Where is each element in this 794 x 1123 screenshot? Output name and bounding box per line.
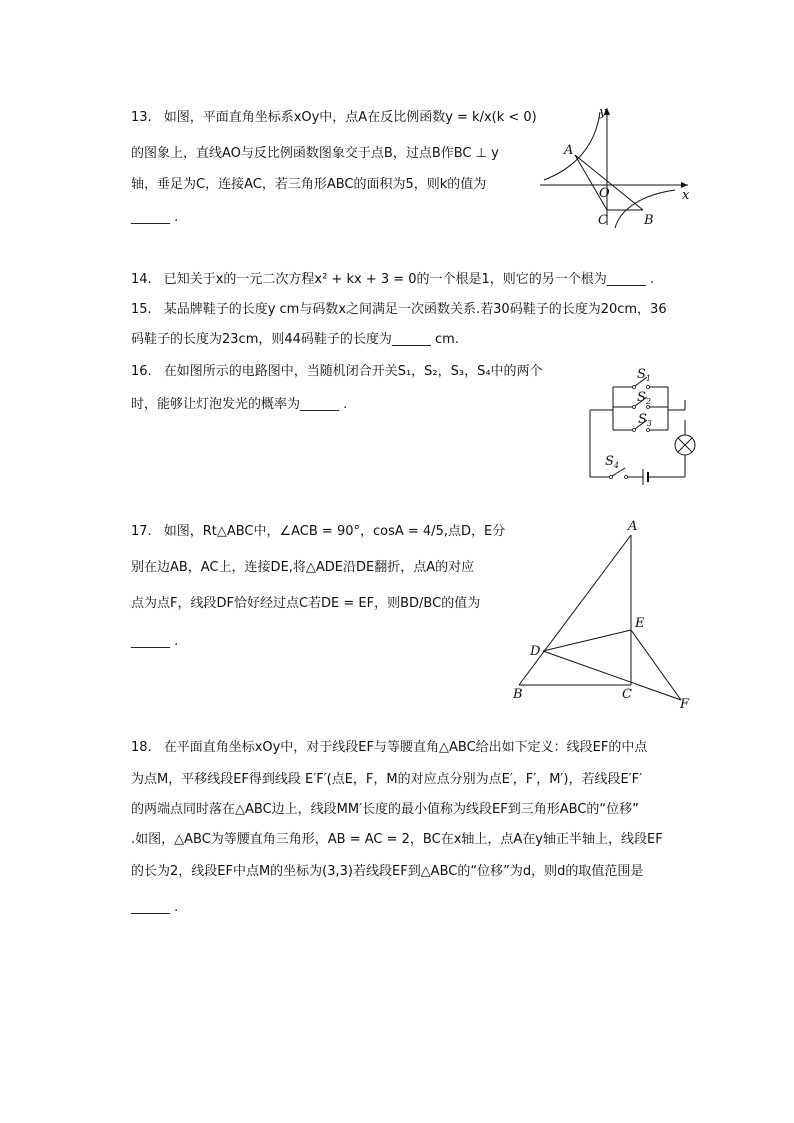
q18-line-4: .如图，△ABC为等腰直角三角形，AB = AC = 2，BC在x轴上，点A在y轴正半轴上，线段EF [131,832,663,847]
q13-line-1 [131,108,537,128]
label-s3: $S_3$ [638,412,652,428]
label-s1: $S_1$ [637,367,651,383]
segment-DF [543,651,681,700]
segment-EF [631,630,681,700]
q17-line-3: 点为点F，线段DF恰好经过点C若DE = EF，则BD/BC的值为 [131,596,481,611]
question-number: 16. [131,364,152,379]
question-14 [131,270,654,290]
q16-line-2: 时，能够让灯泡发光的概率为______ . [131,397,348,412]
q16-text-1: 在如图所示的电路图中，当随机闭合开关S₁，S₂，S₃，S₄中的两个 [163,364,543,379]
question-number: 13. [131,110,152,125]
label-x: x [682,188,690,203]
q16-circuit-figure [585,365,695,483]
q18-line-5: 的长为2，线段EF中点M的坐标为(3,3)若线段EF到△ABC的“位移”为d，则d的取值范围是 [131,864,644,879]
q18-answer-blank: ______ . [131,900,179,915]
q13-text-1: 如图，平面直角坐标系xOy中，点A在反比例函数y = k/x(k < 0) [163,110,537,125]
label-A: A [564,143,574,158]
q17-text-1: 如图，Rt△ABC中，∠ACB = 90°，cosA = 4/5,点D，E分 [163,524,506,539]
q15-line-2: 码鞋子的长度为23cm，则44码鞋子的长度为______ cm. [131,332,459,347]
label-B: B [513,687,523,702]
label-s4: $S_4$ [605,454,619,470]
question-number: 15. [131,302,152,317]
q17-figure [505,515,700,715]
q17-line-1 [131,522,505,542]
q16-line-1 [131,362,543,382]
q18-line-2: 为点M，平移线段EF得到线段 E′F′(点E，F，M的对应点分别为点E′，F′，M′)，若线段E′F′ [131,772,643,787]
question-number: 14. [131,272,152,287]
label-F: F [680,697,690,712]
q18-line-3: 的两端点同时落在△ABC边上，线段MM′长度的最小值称为线段EF到三角形ABC的“位移” [131,802,639,817]
question-number: 17. [131,524,152,539]
q17-answer-blank: ______ . [131,634,179,649]
q13-figure [540,100,695,230]
q13-answer-blank: ______ . [131,210,179,225]
label-C: C [598,213,608,228]
q13-line-2: 的图象上，直线AO与反比例函数图象交于点B，过点B作BC ⊥ y [131,146,499,161]
q13-line-3: 轴，垂足为C，连接AC，若三角形ABC的面积为5，则k的值为 [131,177,487,192]
label-E: E [635,616,645,631]
q18-line-1 [131,738,647,758]
label-D: D [530,644,541,659]
question-number: 18. [131,740,152,755]
q15-text-1: 某品牌鞋子的长度y cm与码数x之间满足一次函数关系.若30码鞋子的长度为20cm，36 [163,302,667,317]
segment-DE [543,630,631,651]
label-B: B [644,213,654,228]
q17-line-2: 别在边AB，AC上，连接DE,将△ADE沿DE翻折，点A的对应 [131,560,475,575]
segment-AC [575,155,607,210]
label-y: y [599,105,607,120]
q15-line-1 [131,300,667,320]
q14-text: 已知关于x的一元二次方程x² + kx + 3 = 0的一个根是1，则它的另一个根为______ . [163,272,655,287]
label-A: A [628,519,638,534]
segment-AB [575,155,643,210]
q18-text-1: 在平面直角坐标xOy中，对于线段EF与等腰直角△ABC给出如下定义：线段EF的中点 [163,740,648,755]
label-O: O [599,186,610,201]
label-C: C [622,687,632,702]
label-s2: $S_2$ [637,390,651,406]
